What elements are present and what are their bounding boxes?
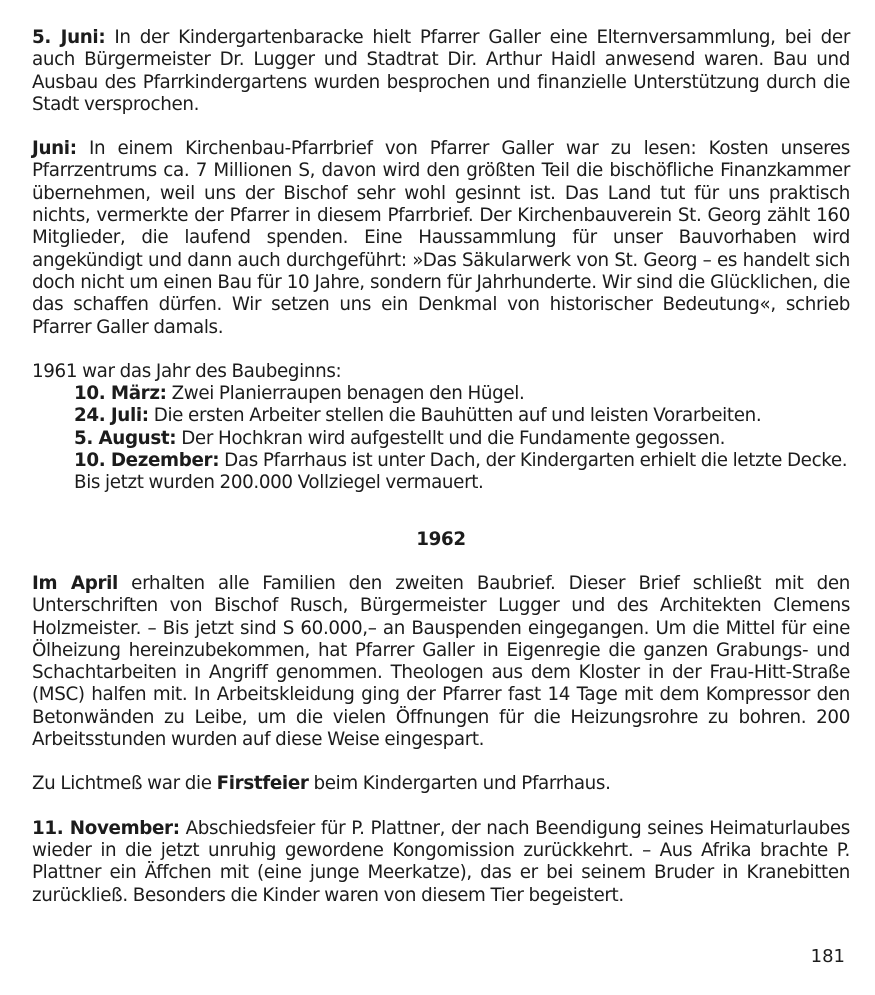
entry-text: Das Pfarrhaus ist unter Dach, der Kindergarten erhielt die letzte Decke. Bis jetzt wurden 200.000 Vollziegel vermauert. bbox=[74, 450, 848, 494]
date-label: 24. Juli: bbox=[74, 405, 149, 427]
paragraph-text: erhalten alle Familien den zweiten Baubrief. Dieser Brief schließt mit den Unterschriften von Bischof Rusch, Bürgermeister Lugger und des Architekten Clemens Holzmeister. – Bis jetzt sind S 60.000,– an Bauspenden eingegangen. Um die Mittel für eine Ölheizung hereinzubekommen, hat Pfarrer Galler in Eigenregie die ganzen Grabungs- und Schachtarbeiten in Angriff genommen. Theologen aus dem Kloster in der Frau-Hitt-Straße (MSC) halfen mit. In Arbeitskleidung ging der Pfarrer fast 14 Tage mit dem Kompressor den Betonwänden zu Leibe, um die vielen Öffnungen für die Heizungsrohre zu bohren. 200 Arbeitsstunden wurden auf diese Weise eingespart. bbox=[32, 572, 850, 751]
date-label: 10. März: bbox=[74, 383, 167, 405]
paragraph-text: Abschiedsfeier für P. Plattner, der nach Beendigung seines Heimaturlaubes wieder in die jetzt unruhig gewordene Kongomission zurückkehrt. – Aus Afrika brachte P. Plattner ein Äffchen mit (eine junge Meerkatze), das er bei seinem Bruder in Kranebitten zurückließ. Besonders die Kinder waren von diesem Tier begeistert. bbox=[32, 817, 850, 906]
paragraph-text: In der Kindergartenbaracke hielt Pfarrer Galler eine Elternversammlung, bei der auch Bürgermeister Dr. Lugger und Stadtrat Dir. Arthur Haidl anwesend waren. Bau und Ausbau des Pfarrkindergartens wurden besprochen und finanzielle Unterstützung durch die Stadt versprochen. bbox=[32, 27, 850, 115]
paragraph-im-april bbox=[32, 573, 850, 751]
construction-timeline-1961 bbox=[74, 383, 850, 494]
date-label: Juni: bbox=[32, 138, 77, 160]
timeline-entry bbox=[74, 383, 850, 405]
paragraph-text-after: beim Kindergarten und Pfarrhaus. bbox=[308, 773, 611, 795]
paragraph-juni bbox=[32, 138, 850, 339]
entry-text: Zwei Planierraupen benagen den Hügel. bbox=[166, 383, 525, 405]
event-label: Firstfeier bbox=[216, 773, 309, 795]
timeline-entry bbox=[74, 405, 850, 427]
paragraph-text: In einem Kirchenbau-Pfarrbrief von Pfarrer Galler war zu lesen: Kosten unseres Pfarrzentrums ca. 7 Millionen S, davon wird den größten Teil die bischöfliche Finanzkammer übernehmen, weil uns der Bischof sehr wohl gesinnt ist. Das Land tut für uns praktisch nichts, vermerkte der Pfarrer in diesem Pfarrbrief. Der Kirchenbauverein St. Georg zählt 160 Mitglieder, die laufend spenden. Eine Haussammlung für unser Bauvorhaben wird angekündigt und dann auch durchgeführt: »Das Säkularwerk von St. Georg – es handelt sich doch nicht um einen Bau für 10 Jahre, sondern für Jahrhunderte. Wir sind die Glücklichen, die das schaffen dürfen. Wir setzen uns ein Denkmal von historischer Bedeutung«, schrieb Pfarrer Galler damals. bbox=[32, 138, 850, 338]
page-number: 181 bbox=[810, 946, 845, 967]
entry-text: Die ersten Arbeiter stellen die Bauhütten auf und leisten Vorarbeiten. bbox=[148, 405, 762, 427]
date-label: 11. November: bbox=[32, 817, 180, 839]
entry-text: Der Hochkran wird aufgestellt und die Fundamente gegossen. bbox=[176, 427, 726, 449]
paragraph-text-before: Zu Lichtmeß war die bbox=[32, 773, 217, 795]
date-label: 5. August: bbox=[74, 427, 177, 449]
paragraph-juni-5 bbox=[32, 27, 850, 116]
date-label: 5. Juni: bbox=[32, 27, 106, 48]
paragraph-1961-lead: 1961 war das Jahr des Baubeginns: bbox=[32, 360, 342, 382]
date-label: Im April bbox=[32, 572, 118, 594]
date-label: 10. Dezember: bbox=[74, 450, 220, 472]
year-heading: 1962 bbox=[416, 528, 466, 550]
timeline-entry bbox=[74, 428, 850, 450]
page-body bbox=[32, 27, 850, 929]
paragraph-november-11 bbox=[32, 818, 850, 907]
paragraph-lichtmess bbox=[32, 773, 850, 795]
timeline-entry bbox=[74, 450, 850, 495]
